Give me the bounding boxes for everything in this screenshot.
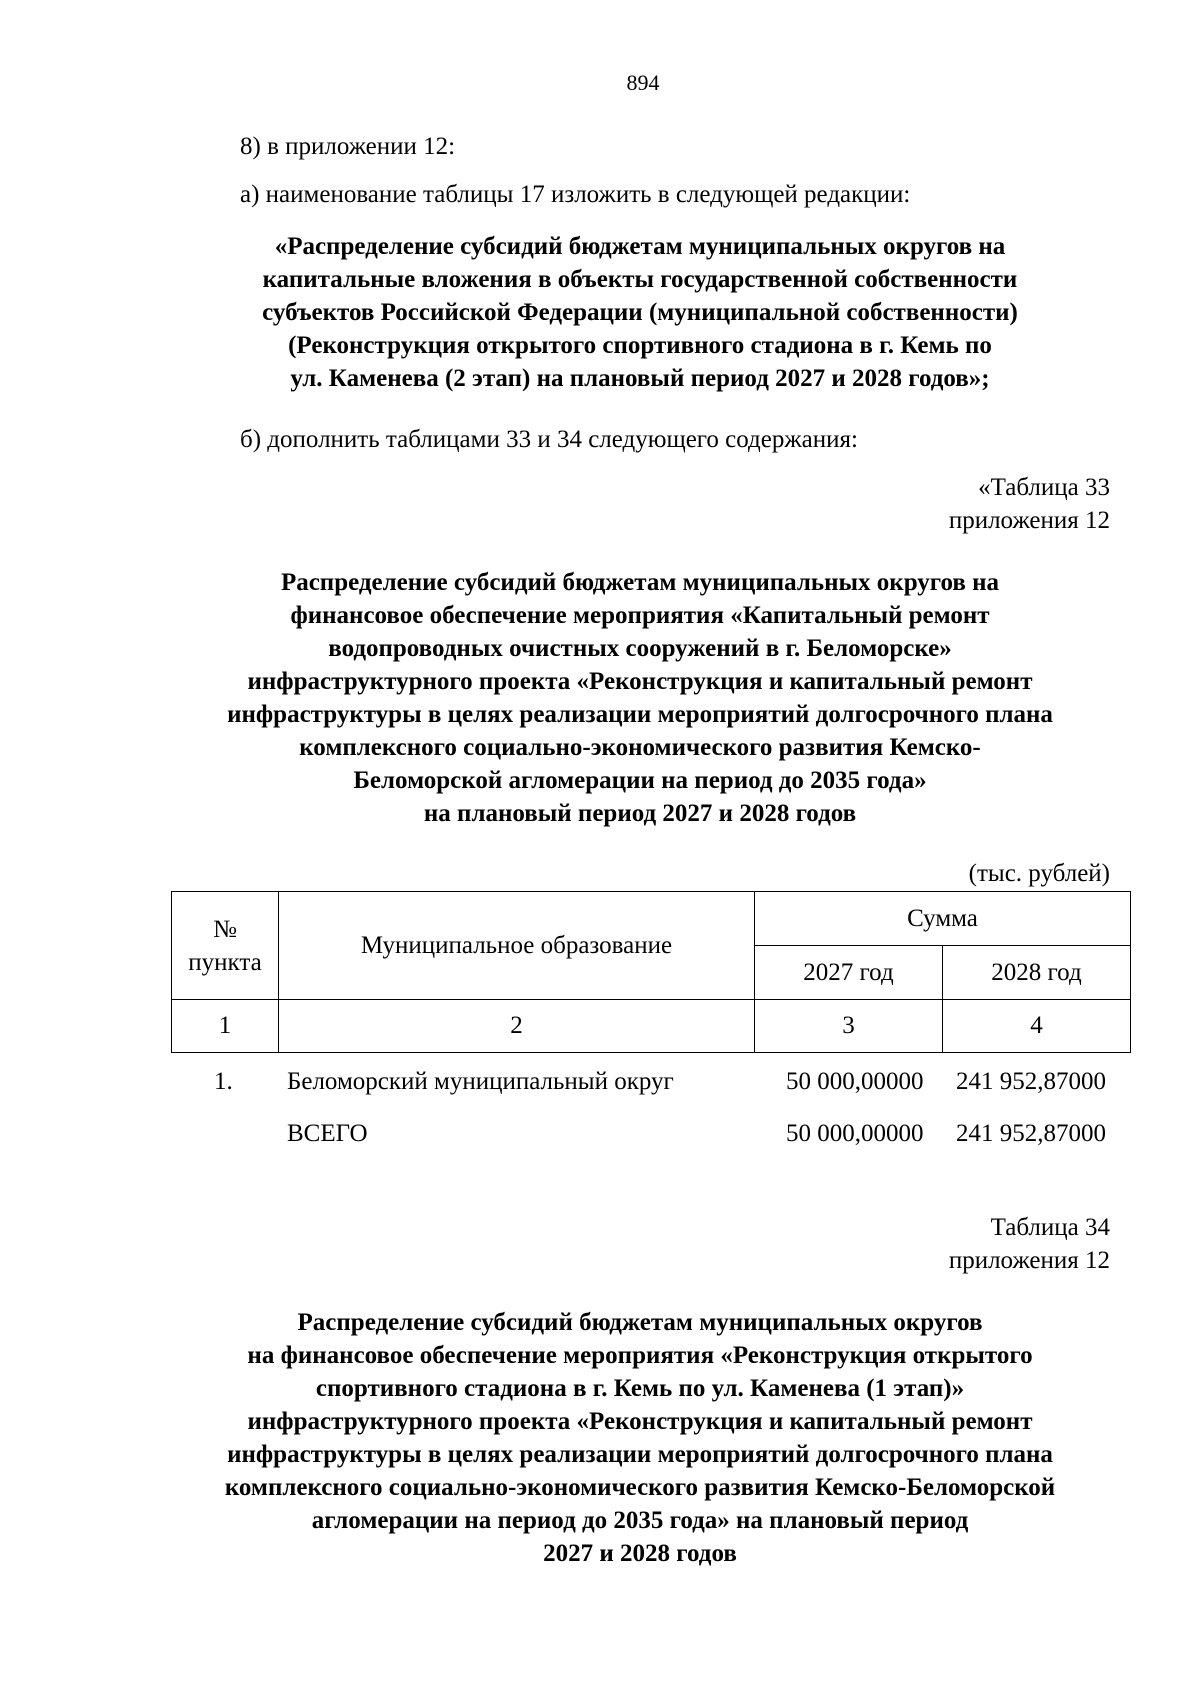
header-num bbox=[172, 892, 279, 1000]
table-17-title bbox=[160, 230, 1120, 395]
sum-table bbox=[171, 891, 1131, 1053]
title-line: субъектов Российской Федерации (муниципальной собственности) bbox=[262, 299, 1018, 326]
item-8: 8) в приложении 12: bbox=[240, 133, 456, 160]
title-line: агломерации на период до 2035 года» на плановый период bbox=[311, 1507, 969, 1534]
col-number-cell: 1 bbox=[172, 1000, 279, 1053]
row-num: 1. bbox=[214, 1068, 233, 1095]
item-a: а) наименование таблицы 17 изложить в следующей редакции: bbox=[240, 181, 911, 208]
header-num-line: № bbox=[213, 915, 237, 943]
title-line: Распределение субсидий бюджетам муниципальных округов на bbox=[280, 569, 1000, 596]
title-line: спортивного стадиона в г. Кемь по ул. Каменева (1 этап)» bbox=[315, 1375, 965, 1402]
header-sum: Сумма bbox=[755, 892, 1131, 946]
row-value-2028: 241 952,87000 bbox=[956, 1068, 1106, 1095]
title-line: комплексного социально-экономического развития Кемско- bbox=[299, 734, 981, 761]
row-value-2027: 50 000,00000 bbox=[786, 1068, 924, 1095]
item-b: б) дополнить таблицами 33 и 34 следующего содержания: bbox=[240, 426, 858, 453]
row-value-2027: 50 000,00000 bbox=[786, 1120, 924, 1147]
title-line: 2027 и 2028 годов bbox=[543, 1540, 737, 1567]
title-line: «Распределение субсидий бюджетам муниципальных округов на bbox=[274, 233, 1006, 260]
table-34-title bbox=[160, 1306, 1120, 1570]
title-line: инфраструктурного проекта «Реконструкция и капитальный ремонт bbox=[247, 1408, 1033, 1435]
col-number-cell: 3 bbox=[755, 1000, 943, 1053]
caption-line: «Таблица 33 bbox=[978, 474, 1110, 501]
title-line: финансовое обеспечение мероприятия «Капитальный ремонт bbox=[290, 602, 990, 629]
header-num-line: пункта bbox=[188, 948, 262, 976]
title-line: водопроводных очистных сооружений в г. Беломорске» bbox=[328, 635, 952, 662]
row-name: Беломорский муниципальный округ bbox=[287, 1068, 674, 1095]
col-number-cell: 2 bbox=[279, 1000, 755, 1053]
table-34-caption bbox=[949, 1211, 1110, 1277]
title-line: ул. Каменева (2 этап) на плановый период 2027 и 2028 годов»; bbox=[290, 365, 990, 392]
title-line: капитальные вложения в объекты государственной собственности bbox=[262, 266, 1018, 293]
title-line: комплексного социально-экономического развития Кемско-Беломорской bbox=[224, 1474, 1056, 1501]
title-line: инфраструктуры в целях реализации мероприятий долгосрочного плана bbox=[227, 701, 1053, 728]
row-value-2028: 241 952,87000 bbox=[956, 1120, 1106, 1147]
title-line: инфраструктуры в целях реализации мероприятий долгосрочного плана bbox=[227, 1441, 1053, 1468]
title-line: Распределение субсидий бюджетам муниципальных округов bbox=[297, 1309, 983, 1336]
caption-line: Таблица 34 bbox=[990, 1214, 1110, 1241]
col-number-cell: 4 bbox=[943, 1000, 1131, 1053]
units-label: (тыс. рублей) bbox=[968, 860, 1110, 887]
table-33-caption bbox=[949, 471, 1110, 537]
row-name: ВСЕГО bbox=[287, 1120, 368, 1147]
title-line: инфраструктурного проекта «Реконструкция и капитальный ремонт bbox=[247, 668, 1033, 695]
header-year-2028: 2028 год bbox=[943, 946, 1131, 1000]
title-line: Беломорской агломерации на период до 2035 года» bbox=[353, 767, 927, 794]
header-municipality: Муниципальное образование bbox=[279, 892, 755, 1000]
title-line: (Реконструкция открытого спортивного стадиона в г. Кемь по bbox=[288, 332, 992, 359]
page-number: 894 bbox=[626, 70, 660, 95]
caption-line: приложения 12 bbox=[948, 1247, 1110, 1274]
header-year-2027: 2027 год bbox=[755, 946, 943, 1000]
title-line: на плановый период 2027 и 2028 годов bbox=[423, 800, 857, 827]
table-33-title bbox=[160, 566, 1120, 830]
caption-line: приложения 12 bbox=[948, 507, 1110, 534]
title-line: на финансовое обеспечение мероприятия «Реконструкция открытого bbox=[247, 1342, 1033, 1369]
